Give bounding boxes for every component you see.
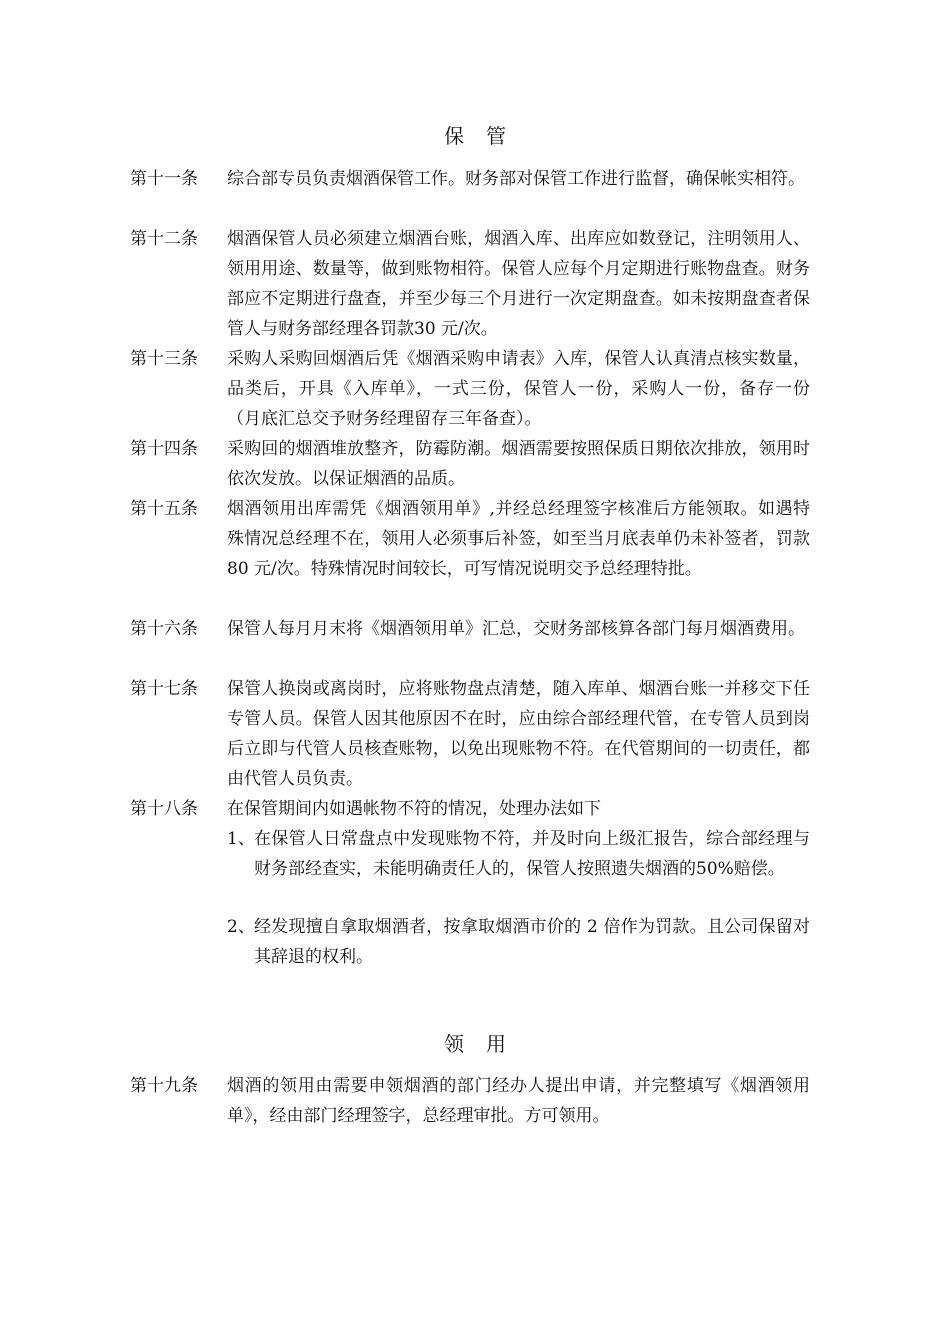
sub-item-text: 在保管人日常盘点中发现账物不符，并及时向上级汇报告，综合部经理与财务部经查实，未能明确责任人的，保管人按照遗失烟酒的50%赔偿。 bbox=[254, 829, 810, 879]
article-18 bbox=[130, 794, 810, 824]
article-label: 第十一条 bbox=[130, 169, 198, 189]
article-label: 第十五条 bbox=[130, 499, 198, 519]
section-title-custody: 保管 bbox=[444, 124, 528, 148]
article-19 bbox=[130, 1071, 810, 1131]
article-text: 烟酒领用出库需凭《烟酒领用单》,并经总经理签字核准后方能领取。如遇特殊情况总经理不在，领用人必须事后补签，如至当月底表单仍未补签者，罚款 80 元/次。特殊情况时间较长，可写情况说明交予总经理特批。 bbox=[227, 499, 810, 579]
article-text: 烟酒保管人员必须建立烟酒台账，烟酒入库、出库应如数登记，注明领用人、领用用途、数量等，做到账物相符。保管人应每个月定期进行账物盘查。财务部应不定期进行盘查，并至少每三个月进行一次定期盘查。如未按期盘查者保管人与财务部经理各罚款30 元/次。 bbox=[227, 229, 810, 339]
article-label: 第十六条 bbox=[130, 619, 198, 639]
article-14 bbox=[130, 434, 810, 494]
article-11 bbox=[130, 164, 810, 194]
article-12 bbox=[130, 224, 810, 344]
article-label: 第十九条 bbox=[130, 1076, 198, 1096]
section-title-requisition: 领用 bbox=[444, 1032, 528, 1056]
article-13 bbox=[130, 344, 810, 434]
article-label: 第十八条 bbox=[130, 799, 198, 819]
article-label: 第十三条 bbox=[130, 349, 198, 369]
article-text: 在保管期间内如遇帐物不符的情况，处理办法如下 bbox=[227, 799, 601, 819]
sub-item-text: 经发现擅自拿取烟酒者，按拿取烟酒市价的 2 倍作为罚款。且公司保留对其辞退的权利。 bbox=[254, 917, 810, 967]
article-text: 采购回的烟酒堆放整齐，防霉防潮。烟酒需要按照保质日期依次排放，领用时依次发放。以保证烟酒的品质。 bbox=[227, 439, 810, 489]
sub-item-1 bbox=[227, 824, 810, 884]
sub-item-2 bbox=[227, 912, 810, 972]
sub-item-number: 2、 bbox=[227, 917, 255, 937]
article-label: 第十四条 bbox=[130, 439, 198, 459]
article-17 bbox=[130, 674, 810, 794]
article-text: 保管人换岗或离岗时，应将账物盘点清楚，随入库单、烟酒台账一并移交下任专管人员。保管人因其他原因不在时，应由综合部经理代管，在专管人员到岗后立即与代管人员核查账物，以免出现账物不符。在代管期间的一切责任，都由代管人员负责。 bbox=[227, 679, 810, 789]
article-15 bbox=[130, 494, 810, 584]
sub-item-number: 1、 bbox=[227, 829, 255, 849]
article-text: 烟酒的领用由需要申领烟酒的部门经办人提出申请，并完整填写《烟酒领用单》，经由部门经理签字，总经理审批。方可领用。 bbox=[227, 1076, 810, 1126]
article-text: 采购人采购回烟酒后凭《烟酒采购申请表》入库，保管人认真清点核实数量，品类后，开具《入库单》，一式三份，保管人一份，采购人一份，备存一份（月底汇总交予财务经理留存三年备查）。 bbox=[227, 349, 810, 429]
article-text: 保管人每月月末将《烟酒领用单》汇总，交财务部核算各部门每月烟酒费用。 bbox=[227, 619, 805, 639]
article-16 bbox=[130, 614, 810, 644]
article-label: 第十二条 bbox=[130, 229, 198, 249]
article-text: 综合部专员负责烟酒保管工作。财务部对保管工作进行监督，确保帐实相符。 bbox=[227, 169, 805, 189]
article-label: 第十七条 bbox=[130, 679, 198, 699]
